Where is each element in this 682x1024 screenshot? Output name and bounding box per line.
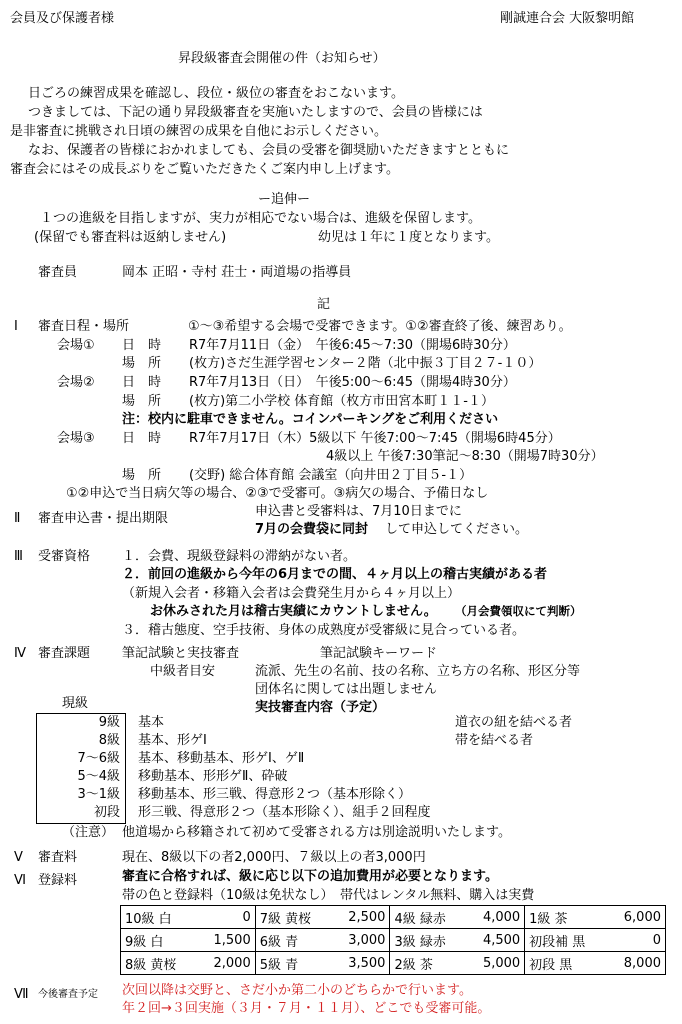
fee-amount: 5,000: [466, 952, 524, 975]
venue-name: 会場③: [57, 431, 95, 446]
exam-fee: 現在、8級以下の者2,000円、７級以上の者3,000円: [122, 850, 426, 865]
intro-line: つきましては、下記の通り昇段級審査を実施いたしますので、会員の皆様には: [28, 105, 483, 120]
section-number: Ⅱ: [14, 511, 21, 526]
intro-line: 日ごろの練習成果を確認し、段位・級位の審査をおこないます。: [28, 86, 404, 101]
intro-line: 是非審査に挑戦され日頃の練習の成果を自他にお示しください。: [10, 124, 388, 139]
fee-amount: 1,500: [197, 929, 255, 952]
fee-amount: 8,000: [607, 952, 665, 975]
venue-place: (枚方)さだ生涯学習センター２階（北中振３丁目２７-１０）: [189, 356, 542, 371]
fee-rank-label: 3級 緑赤: [390, 929, 466, 952]
place-label: 場 所: [122, 394, 162, 409]
fee-table: [120, 905, 666, 975]
fee-rank-label: 初段補 黒: [525, 929, 607, 952]
rank-label: 9級: [98, 715, 120, 730]
postscript-line: 幼児は１年に１度となります。: [318, 230, 499, 245]
qualification-note: （月会費領収にて判断）: [455, 604, 582, 618]
fee-amount: 2,000: [197, 952, 255, 975]
rank-content: 移動基本、形三戦、得意形２つ（基本形除く）: [138, 787, 412, 802]
deadline-emphasis: 7月の会費袋に同封: [255, 522, 369, 537]
section-title: 登録料: [38, 873, 78, 888]
deadline-line: して申込してください。: [385, 522, 529, 537]
rank-label: 3～1級: [77, 787, 120, 802]
place-label: 場 所: [122, 356, 162, 371]
page-title: 昇段級審査会開催の件（お知らせ）: [178, 51, 386, 66]
section-title: 審査料: [38, 850, 78, 865]
qualification-line: ３．稽古態度、空手技術、身体の成熟度が受審級に見合っている者。: [122, 623, 526, 638]
section-title: 審査申込書・提出期限: [38, 511, 169, 526]
venue-place: (交野) 総合体育館 会議室（向井田２丁目５-１）: [189, 468, 473, 483]
postscript-line: (保留でも審査料は返納しません): [34, 230, 227, 245]
fee-rank-label: 2級 茶: [390, 952, 466, 975]
rank-extra: 帯を結べる者: [455, 733, 534, 748]
section-title: 審査課題: [38, 646, 91, 661]
section-number: Ⅴ: [14, 850, 23, 865]
rank-label: 5～4級: [77, 769, 120, 784]
fee-rank-label: 6級 青: [255, 929, 331, 952]
keyword-heading: 筆記試験キーワード: [320, 646, 438, 661]
fee-amount: 0: [197, 906, 255, 929]
fee-rank-label: 10級 白: [121, 906, 197, 929]
date-label: 日 時: [122, 338, 162, 353]
fee-amount: 2,500: [332, 906, 390, 929]
rank-label: 8級: [98, 733, 120, 748]
section-title: 受審資格: [38, 549, 91, 564]
rank-extra: 道衣の紐を結べる者: [455, 715, 573, 730]
qualification-line: お休みされた月は稽古実績にカウントしません。: [150, 604, 437, 619]
venue-name: 会場②: [57, 375, 95, 390]
fee-row: [121, 929, 666, 952]
fee-rank-label: 9級 白: [121, 929, 197, 952]
fee-amount: 4,000: [466, 906, 524, 929]
fee-rank-label: 4級 緑赤: [390, 906, 466, 929]
registration-sub: 帯の色と登録料（10級は免状なし） 帯代はレンタル無料、購入は実費: [122, 888, 535, 903]
section-footer: ①②申込で当日病欠等の場合、②③で受審可。③病欠の場合、予備日なし: [66, 486, 489, 501]
parking-warning: 注：校内に駐車できません。コインパーキングをご利用ください: [122, 412, 499, 427]
fee-rank-label: 初段 黒: [525, 952, 607, 975]
section-number: Ⅰ: [14, 319, 18, 334]
section-note: ①～③希望する会場で受審できます。①②審査終了後、練習あり。: [188, 319, 572, 334]
registration-notice: 審査に合格すれば、級に応じ以下の追加費用が必要となります。: [122, 869, 498, 884]
place-label: 場 所: [122, 468, 162, 483]
qualification-line: １．会費、現級登録料の滞納がない者。: [122, 549, 357, 564]
section-title: 今後審査予定: [38, 989, 98, 1000]
venue-name: 会場①: [57, 338, 95, 353]
section-number: Ⅶ: [14, 987, 29, 1002]
fee-amount: 3,500: [332, 952, 390, 975]
section-number: Ⅲ: [14, 549, 23, 564]
keywords: 流派、先生の名前、技の名称、立ち方の名称、形区分等: [255, 664, 581, 679]
fee-rank-label: 8級 黄桜: [121, 952, 197, 975]
date-label: 日 時: [122, 431, 162, 446]
rank-content: 基本: [138, 715, 165, 730]
fee-row: [121, 952, 666, 975]
fee-amount: 3,000: [332, 929, 390, 952]
organization: 剛誠連合会 大阪黎明館: [500, 11, 635, 26]
fee-rank-label: 5級 青: [255, 952, 331, 975]
fee-rank-label: 1級 茶: [525, 906, 607, 929]
rank-content: 基本、移動基本、形ゲⅠ、ゲⅡ: [138, 751, 305, 766]
subject-heading: 筆記試験と実技審査: [122, 646, 240, 661]
postscript-line: １つの進級を目指しますが、実力が相応でない場合は、進級を保留します。: [40, 211, 481, 226]
schedule-line: 年２回→３回実施（３月・７月・１１月）、どこでも受審可能。: [122, 1001, 491, 1016]
note-label: （注意）: [62, 825, 115, 840]
rank-content: 形三戦、得意形２つ（基本形除く）、組手２回程度: [138, 805, 431, 820]
practical-heading: 実技審査内容（予定）: [255, 700, 386, 715]
section-number: Ⅳ: [14, 646, 26, 661]
fee-row: [121, 906, 666, 929]
mid-level-label: 中級者目安: [150, 664, 216, 679]
examiners-value: 岡本 正昭・寺村 荘士・両道場の指導員: [122, 265, 352, 280]
recipient: 会員及び保護者様: [10, 11, 115, 26]
ki-mark: 記: [317, 297, 331, 312]
schedule-line: 次回以降は交野と、さだ小か第二小のどちらかで行います。: [122, 983, 472, 998]
fee-rank-label: 7級 黄桜: [255, 906, 331, 929]
rank-content: 移動基本、形形ゲⅡ、砕破: [138, 769, 288, 784]
rank-header: 現級: [62, 696, 89, 711]
rank-label: 初段: [93, 805, 120, 820]
fee-amount: 0: [607, 929, 665, 952]
venue-date: R7年7月13日（日） 午後5:00～6:45（開場4時30分）: [189, 375, 516, 390]
qualification-line: （新規入会者・移籍入会者は会費発生月から４ヶ月以上）: [122, 586, 461, 601]
rank-label: 7～6級: [77, 751, 120, 766]
intro-line: なお、保護者の皆様におかれましても、会員の受審を御奨励いただきますとともに: [28, 143, 510, 158]
section-number: Ⅵ: [14, 873, 26, 888]
keywords-note: 団体名に関しては出題しません: [255, 682, 438, 697]
venue-date: R7年7月17日（木）5級以下 午後7:00～7:45（開場6時45分）: [189, 431, 561, 446]
note-text: 他道場から移籍されて初めて受審される方は別途説明いたします。: [122, 825, 511, 840]
examiners-label: 審査員: [38, 265, 78, 280]
fee-amount: 6,000: [607, 906, 665, 929]
intro-line: 審査会にはその成長ぶりをご覧いただきたくご案内申し上げます。: [10, 162, 399, 177]
deadline-line: 申込書と受審料は、7月10日までに: [255, 504, 462, 519]
venue-place: (枚方)第二小学校 体育館（枚方市田宮本町１１-１）: [189, 394, 494, 409]
venue-date-2: 4級以上 午後7:30筆記～8:30（開場7時30分）: [326, 449, 604, 464]
postscript-heading: ー追伸ー: [258, 192, 311, 207]
section-title: 審査日程・場所: [38, 319, 130, 334]
venue-date: R7年7月11日（金） 午後6:45～7:30（開場6時30分）: [189, 338, 516, 353]
fee-amount: 4,500: [466, 929, 524, 952]
rank-content: 基本、形ゲⅠ: [138, 733, 207, 748]
qualification-line: ２．前回の進級から今年の6月までの間、４ヶ月以上の稽古実績がある者: [122, 567, 548, 582]
date-label: 日 時: [122, 375, 162, 390]
